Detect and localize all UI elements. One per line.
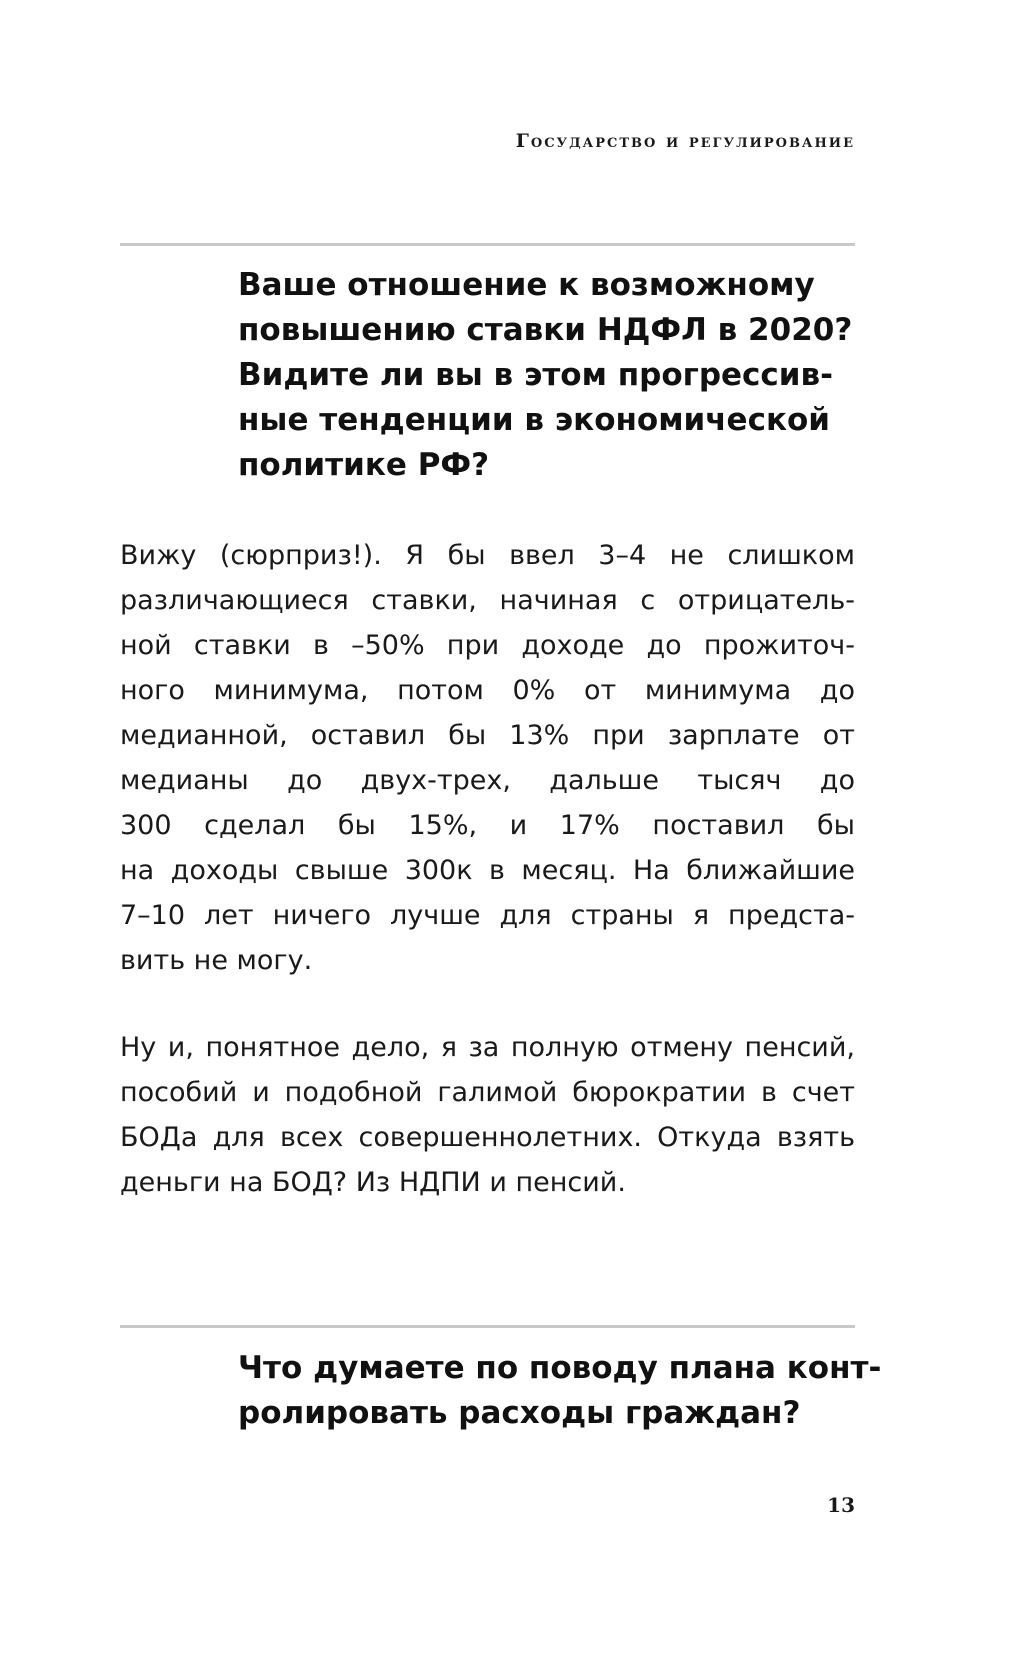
text-line: 300 сделал бы 15%, и 17% поставил бы <box>120 810 855 841</box>
running-header: Государство и регулирование <box>515 130 855 152</box>
text-line: 7–10 лет ничего лучше для страны я предста- <box>120 900 855 931</box>
question-line: политике РФ? <box>238 447 490 483</box>
text-line: медианы до двух-трех, дальше тысяч до <box>120 765 855 796</box>
question-line: ные тенденции в экономической <box>238 402 831 438</box>
text-line: пособий и подобной галимой бюрократии в счет <box>120 1077 855 1108</box>
answer-paragraph <box>120 533 855 983</box>
question-line: Видите ли вы в этом прогрессив- <box>238 357 834 393</box>
section-divider <box>120 243 855 246</box>
text-line: деньги на БОД? Из НДПИ и пенсий. <box>120 1167 626 1198</box>
text-line: вить не могу. <box>120 945 313 976</box>
answer-paragraph <box>120 1025 855 1205</box>
question-line: ролировать расходы граждан? <box>238 1395 801 1431</box>
text-line: на доходы свыше 300к в месяц. На ближайшие <box>120 855 855 886</box>
text-line: ного минимума, потом 0% от минимума до <box>120 675 855 706</box>
question-heading <box>238 263 853 488</box>
section-divider <box>120 1325 855 1328</box>
text-line: Вижу (сюрприз!). Я бы ввел 3–4 не слишком <box>120 540 855 571</box>
text-line: Ну и, понятное дело, я за полную отмену пенсий, <box>120 1032 855 1063</box>
text-line: медианной, оставил бы 13% при зарплате от <box>120 720 855 751</box>
question-heading <box>238 1346 882 1436</box>
text-line: БОДа для всех совершеннолетних. Откуда взять <box>120 1122 855 1153</box>
page-number: 13 <box>827 1493 855 1517</box>
question-line: Ваше отношение к возможному <box>238 267 815 303</box>
question-line: повышению ставки НДФЛ в 2020? <box>238 312 853 348</box>
text-line: ной ставки в –50% при доходе до прожиточ- <box>120 630 855 661</box>
text-line: различающиеся ставки, начиная с отрицатель- <box>120 585 855 616</box>
question-line: Что думаете по поводу плана конт- <box>238 1350 882 1386</box>
